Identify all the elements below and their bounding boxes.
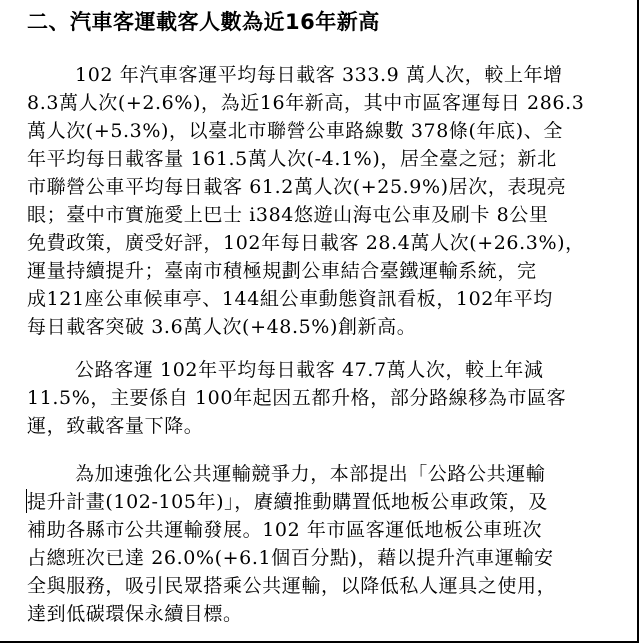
paragraph-3-line-2: 提升計畫(102-105年)」，賡續推動購置低地板公車政策，及 xyxy=(27,491,548,513)
paragraph-1-line-3: 萬人次(+5.3%)，以臺北市聯營公車路線數 378條(年底)、全 xyxy=(27,120,563,142)
paragraph-3-line-4: 占總班次已達 26.0%(+6.1個百分點)，藉以提升汽車運輸安 xyxy=(27,547,554,569)
paragraph-1-line-10: 每日載客突破 3.6萬人次(+48.5%)創新高。 xyxy=(27,316,417,338)
paragraph-1-line-6: 眼；臺中市實施愛上巴士 i384悠遊山海屯公車及刷卡 8公里 xyxy=(27,204,549,226)
paragraph-2-line-1: 公路客運 102年平均每日載客 47.7萬人次，較上年減 xyxy=(75,359,544,381)
paragraph-3-line-6: 達到低碳環保永續目標。 xyxy=(27,603,243,625)
paragraph-1-line-4: 年平均每日載客量 161.5萬人次(-4.1%)，居全臺之冠；新北 xyxy=(27,148,557,170)
paragraph-2-line-2: 11.5%，主要係自 100年起因五都升格，部分路線移為市區客 xyxy=(27,387,567,409)
paragraph-1-line-7: 免費政策，廣受好評，102年每日載客 28.4萬人次(+26.3%)， xyxy=(27,232,585,254)
section-heading: 二、汽車客運載客人數為近16年新高 xyxy=(27,10,380,34)
paragraph-1-line-2: 8.3萬人次(+2.6%)，為近16年新高，其中市區客運每日 286.3 xyxy=(27,92,585,114)
paragraph-3-line-3: 補助各縣市公共運輸發展。102 年市區客運低地板公車班次 xyxy=(27,519,543,541)
paragraph-3-line-1: 為加速強化公共運輸競爭力，本部提出「公路公共運輸 xyxy=(75,463,546,485)
paragraph-1-line-9: 成121座公車候車亭、144組公車動態資訊看板，102年平均 xyxy=(27,288,553,310)
paragraph-1-line-1: 102 年汽車客運平均每日載客 333.9 萬人次，較上年增 xyxy=(75,64,563,86)
paragraph-1-line-5: 市聯營公車平均每日載客 61.2萬人次(+25.9%)居次，表現亮 xyxy=(27,176,567,198)
paragraph-3-line-5: 全與服務，吸引民眾搭乘公共運輸，以降低私人運具之使用， xyxy=(27,575,557,597)
paragraph-2-line-3: 運，致載客量下降。 xyxy=(27,415,204,437)
paragraph-1-line-8: 運量持續提升；臺南市積極規劃公車結合臺鐵運輸系統，完 xyxy=(27,260,537,282)
